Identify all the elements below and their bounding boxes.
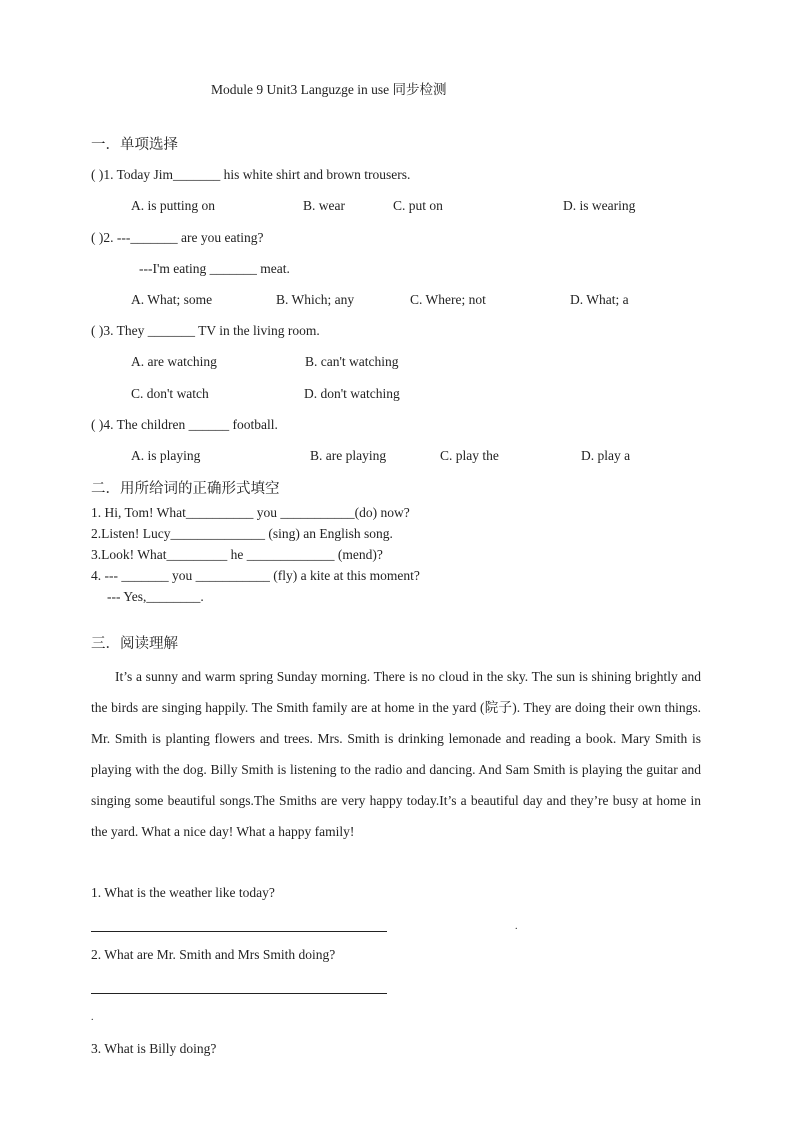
reading-question-3: 3. What is Billy doing? (91, 1041, 217, 1056)
reading-question-1: 1. What is the weather like today? (91, 885, 275, 900)
question-1-stem: ( )1. Today Jim_______ his white shirt and brown trousers. (91, 167, 411, 182)
q3-option-b: B. can't watching (305, 354, 399, 369)
question-4-stem: ( )4. The children ______ football. (91, 417, 278, 432)
q1-option-b: B. wear (303, 198, 345, 213)
section-heading-fill-in: 二．用所给词的正确形式填空 (91, 481, 280, 497)
q1-option-a: A. is putting on (131, 198, 216, 213)
q3-option-d: D. don't watching (304, 386, 400, 401)
reading-question-2: 2. What are Mr. Smith and Mrs Smith doing? (91, 947, 336, 962)
stray-dot: . (515, 921, 518, 932)
section-heading-multiple-choice: 一．单项选择 (91, 137, 178, 153)
q4-option-c: C. play the (440, 448, 499, 463)
question-3-stem: ( )3. They _______ TV in the living room. (91, 323, 320, 338)
q2-option-d: D. What; a (570, 292, 629, 307)
stray-dot-2: . (91, 1012, 94, 1023)
reading-passage: It’s a sunny and warm spring Sunday morning. There is no cloud in the sky. The sun is shining brightly and the birds are singing happily. The Smith family are at home in the yard (院子). They are doing their own things. Mr. Smith is planting flowers and trees. Mrs. Smith is drinking lemonade and reading a book. Mary Smith is playing with the dog. Billy Smith is listening to the radio and dancing. And Sam Smith is playing the guitar and singing some beautiful songs.The Smiths are very happy today.It’s a beautiful day and they’re busy at home in the yard. What a nice day! What a happy family! (91, 669, 701, 839)
q2-option-c: C. Where; not (410, 292, 486, 307)
q2-option-b: B. Which; any (276, 292, 355, 307)
answer-line-1 (91, 931, 387, 932)
question-2-stem: ( )2. ---_______ are you eating? (91, 230, 264, 245)
question-2-stem-line2: ---I'm eating _______ meat. (139, 261, 290, 276)
fill-line-1: 1. Hi, Tom! What__________ you ___________(do) now? (91, 505, 410, 520)
q3-option-c: C. don't watch (131, 386, 209, 401)
page-title: Module 9 Unit3 Languzge in use 同步检测 (211, 82, 447, 97)
q4-option-a: A. is playing (131, 448, 201, 463)
fill-line-2: 2.Listen! Lucy______________ (sing) an English song. (91, 526, 393, 541)
q4-option-b: B. are playing (310, 448, 387, 463)
q2-option-a: A. What; some (131, 292, 213, 307)
q1-option-d: D. is wearing (563, 198, 636, 213)
fill-line-4-answer: --- Yes,________. (107, 589, 204, 604)
q4-option-d: D. play a (581, 448, 631, 463)
answer-line-2 (91, 993, 387, 994)
section-heading-reading: 三．阅读理解 (91, 636, 178, 652)
fill-line-3: 3.Look! What_________ he _____________ (mend)? (91, 547, 383, 562)
q3-option-a: A. are watching (131, 354, 217, 369)
q1-option-c: C. put on (393, 198, 443, 213)
fill-line-4: 4. --- _______ you ___________ (fly) a kite at this moment? (91, 568, 420, 583)
